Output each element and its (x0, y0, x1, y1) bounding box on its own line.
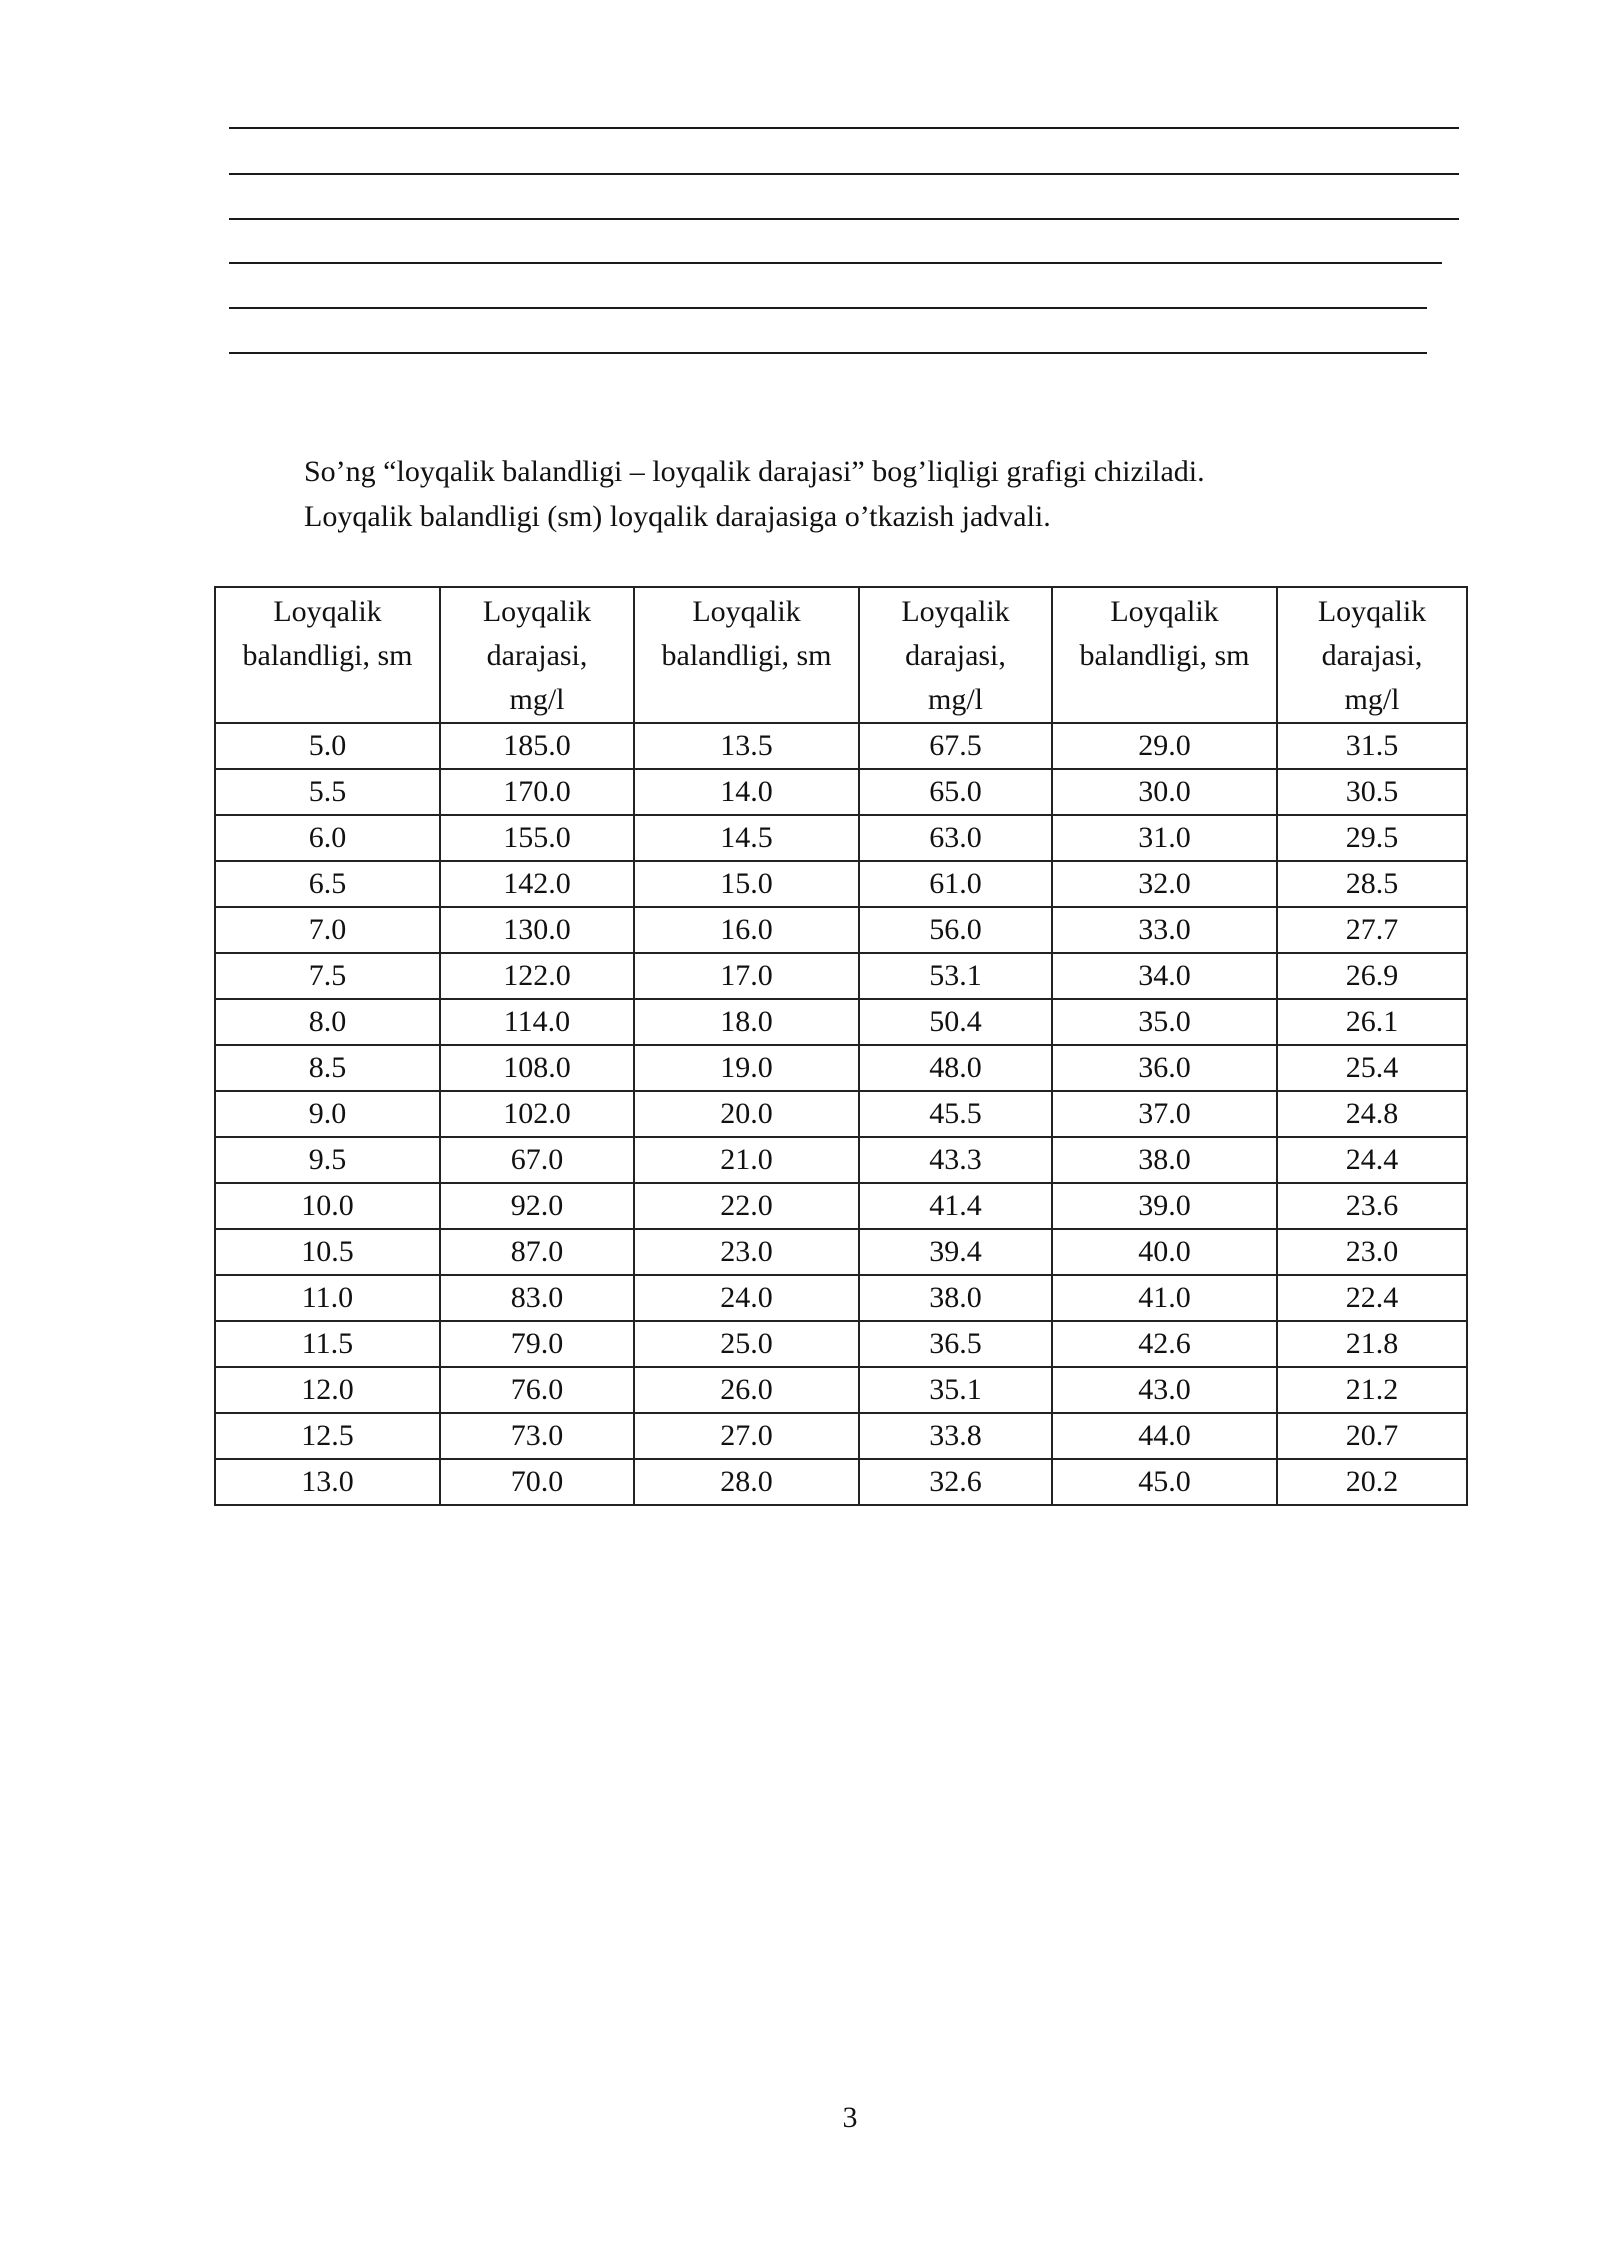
table-cell: 36.0 (1052, 1045, 1277, 1091)
table-cell: 6.0 (215, 815, 440, 861)
table-cell: 22.4 (1277, 1275, 1467, 1321)
table-cell: 15.0 (634, 861, 859, 907)
table-cell: 39.4 (859, 1229, 1052, 1275)
header-cell: Loyqalik balandligi, sm (215, 587, 440, 723)
table-cell: 16.0 (634, 907, 859, 953)
table-row (215, 1459, 1467, 1505)
writing-line (229, 352, 1427, 354)
table-cell: 10.5 (215, 1229, 440, 1275)
table-cell: 23.6 (1277, 1183, 1467, 1229)
table-cell: 61.0 (859, 861, 1052, 907)
table-cell: 53.1 (859, 953, 1052, 999)
table-cell: 45.0 (1052, 1459, 1277, 1505)
table-cell: 27.0 (634, 1413, 859, 1459)
table-cell: 19.0 (634, 1045, 859, 1091)
table-cell: 13.0 (215, 1459, 440, 1505)
table-cell: 9.0 (215, 1091, 440, 1137)
table-cell: 13.5 (634, 723, 859, 769)
table-cell: 185.0 (440, 723, 634, 769)
writing-line (229, 307, 1427, 309)
table-cell: 56.0 (859, 907, 1052, 953)
table-cell: 73.0 (440, 1413, 634, 1459)
table-row (215, 815, 1467, 861)
table-cell: 6.5 (215, 861, 440, 907)
table-caption: Loyqalik balandligi (sm) loyqalik darajasiga o’tkazish jadvali. (304, 500, 1051, 533)
table-row (215, 769, 1467, 815)
table-cell: 29.5 (1277, 815, 1467, 861)
table-cell: 33.8 (859, 1413, 1052, 1459)
table-cell: 50.4 (859, 999, 1052, 1045)
table-cell: 39.0 (1052, 1183, 1277, 1229)
page-number: 3 (842, 2101, 858, 2134)
header-cell: Loyqalik balandligi, sm (1052, 587, 1277, 723)
table-cell: 26.1 (1277, 999, 1467, 1045)
table-cell: 76.0 (440, 1367, 634, 1413)
conversion-table (214, 586, 1468, 1506)
table-cell: 32.6 (859, 1459, 1052, 1505)
table-cell: 22.0 (634, 1183, 859, 1229)
header-cell: Loyqalik balandligi, sm (634, 587, 859, 723)
table-cell: 21.8 (1277, 1321, 1467, 1367)
table-cell: 30.5 (1277, 769, 1467, 815)
table-row (215, 1413, 1467, 1459)
table-cell: 28.5 (1277, 861, 1467, 907)
table-cell: 31.5 (1277, 723, 1467, 769)
writing-line (229, 262, 1442, 264)
table-cell: 7.5 (215, 953, 440, 999)
table-cell: 24.8 (1277, 1091, 1467, 1137)
table-row (215, 999, 1467, 1045)
table-cell: 45.5 (859, 1091, 1052, 1137)
table-cell: 24.4 (1277, 1137, 1467, 1183)
table-cell: 92.0 (440, 1183, 634, 1229)
table-cell: 108.0 (440, 1045, 634, 1091)
table-cell: 11.5 (215, 1321, 440, 1367)
writing-line (229, 127, 1459, 129)
table-cell: 18.0 (634, 999, 859, 1045)
table-cell: 24.0 (634, 1275, 859, 1321)
table-cell: 28.0 (634, 1459, 859, 1505)
writing-line (229, 218, 1459, 220)
table-cell: 41.4 (859, 1183, 1052, 1229)
table-cell: 5.0 (215, 723, 440, 769)
table-cell: 27.7 (1277, 907, 1467, 953)
table-cell: 34.0 (1052, 953, 1277, 999)
table-cell: 38.0 (1052, 1137, 1277, 1183)
table-cell: 8.0 (215, 999, 440, 1045)
table-cell: 43.0 (1052, 1367, 1277, 1413)
table-cell: 5.5 (215, 769, 440, 815)
table-cell: 20.0 (634, 1091, 859, 1137)
table-cell: 142.0 (440, 861, 634, 907)
table-cell: 30.0 (1052, 769, 1277, 815)
table-cell: 11.0 (215, 1275, 440, 1321)
table-cell: 23.0 (1277, 1229, 1467, 1275)
table-cell: 67.5 (859, 723, 1052, 769)
table-cell: 10.0 (215, 1183, 440, 1229)
table-cell: 43.3 (859, 1137, 1052, 1183)
table-cell: 114.0 (440, 999, 634, 1045)
table-cell: 12.5 (215, 1413, 440, 1459)
table-cell: 48.0 (859, 1045, 1052, 1091)
table-cell: 40.0 (1052, 1229, 1277, 1275)
table-cell: 170.0 (440, 769, 634, 815)
table-cell: 14.5 (634, 815, 859, 861)
table-cell: 42.6 (1052, 1321, 1277, 1367)
table-cell: 33.0 (1052, 907, 1277, 953)
table-cell: 25.0 (634, 1321, 859, 1367)
table-cell: 35.0 (1052, 999, 1277, 1045)
table-row (215, 861, 1467, 907)
table-header-row (215, 587, 1467, 723)
table-cell: 155.0 (440, 815, 634, 861)
table-row (215, 1183, 1467, 1229)
table-row (215, 723, 1467, 769)
table-cell: 87.0 (440, 1229, 634, 1275)
table-row (215, 1229, 1467, 1275)
table-cell: 21.2 (1277, 1367, 1467, 1413)
table-cell: 20.2 (1277, 1459, 1467, 1505)
table-cell: 102.0 (440, 1091, 634, 1137)
table-cell: 44.0 (1052, 1413, 1277, 1459)
table-cell: 7.0 (215, 907, 440, 953)
header-cell: Loyqalik darajasi, mg/l (1277, 587, 1467, 723)
table-cell: 79.0 (440, 1321, 634, 1367)
table-cell: 25.4 (1277, 1045, 1467, 1091)
table-cell: 8.5 (215, 1045, 440, 1091)
table-cell: 35.1 (859, 1367, 1052, 1413)
table-cell: 12.0 (215, 1367, 440, 1413)
table-row (215, 1275, 1467, 1321)
table-cell: 32.0 (1052, 861, 1277, 907)
table-row (215, 907, 1467, 953)
table-cell: 130.0 (440, 907, 634, 953)
intro-sentence: So’ng “loyqalik balandligi – loyqalik darajasi” bog’liqligi grafigi chiziladi. (304, 455, 1205, 488)
table-cell: 26.0 (634, 1367, 859, 1413)
table-cell: 83.0 (440, 1275, 634, 1321)
table-cell: 67.0 (440, 1137, 634, 1183)
table-cell: 23.0 (634, 1229, 859, 1275)
table-body (215, 723, 1467, 1505)
table-cell: 9.5 (215, 1137, 440, 1183)
table-cell: 17.0 (634, 953, 859, 999)
table-cell: 21.0 (634, 1137, 859, 1183)
table-cell: 37.0 (1052, 1091, 1277, 1137)
table-cell: 63.0 (859, 815, 1052, 861)
table-cell: 29.0 (1052, 723, 1277, 769)
header-cell: Loyqalik darajasi, mg/l (440, 587, 634, 723)
table-cell: 70.0 (440, 1459, 634, 1505)
table-row (215, 1045, 1467, 1091)
writing-line (229, 173, 1459, 175)
table-cell: 65.0 (859, 769, 1052, 815)
table-row (215, 1321, 1467, 1367)
table-cell: 26.9 (1277, 953, 1467, 999)
table-row (215, 1367, 1467, 1413)
header-cell: Loyqalik darajasi, mg/l (859, 587, 1052, 723)
table-cell: 38.0 (859, 1275, 1052, 1321)
table-cell: 122.0 (440, 953, 634, 999)
table-cell: 20.7 (1277, 1413, 1467, 1459)
table-cell: 36.5 (859, 1321, 1052, 1367)
table-row (215, 1091, 1467, 1137)
table-row (215, 1137, 1467, 1183)
table-cell: 31.0 (1052, 815, 1277, 861)
table-cell: 14.0 (634, 769, 859, 815)
table-cell: 41.0 (1052, 1275, 1277, 1321)
table-row (215, 953, 1467, 999)
